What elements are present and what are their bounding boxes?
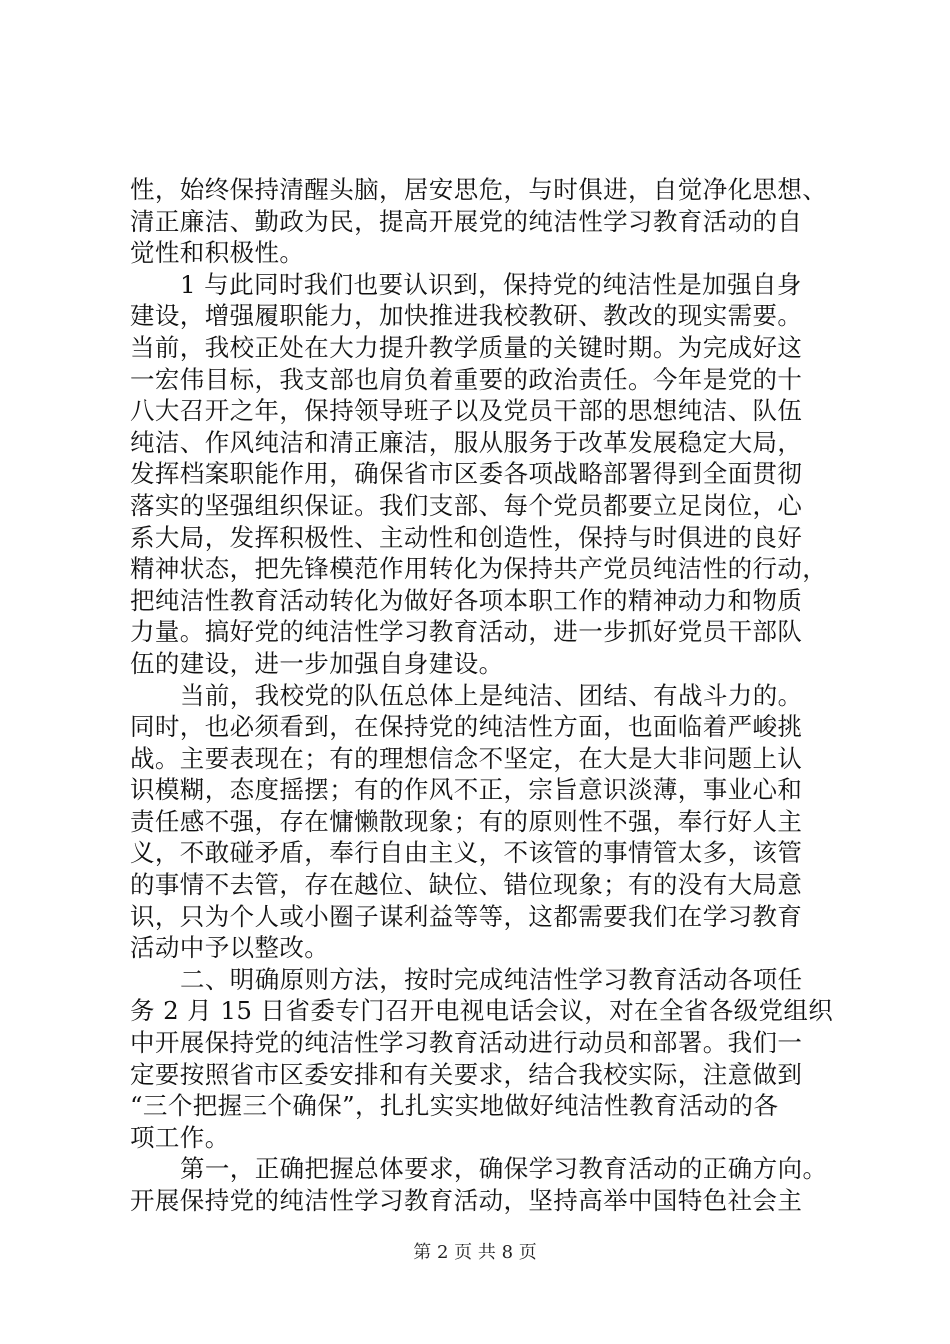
text-line: 力量。搞好党的纯洁性学习教育活动，进一步抓好党员干部队 (130, 617, 803, 647)
text-line: 责任感不强，存在慵懒散现象；有的原则性不强，奉行好人主 (130, 806, 803, 836)
text-line: 第一，正确把握总体要求，确保学习教育活动的正确方向。 (180, 1154, 828, 1184)
text-line: 的事情不去管，存在越位、缺位、错位现象；有的没有大局意 (130, 870, 803, 900)
text-line: 识模糊，态度摇摆；有的作风不正，宗旨意识淡薄，事业心和 (130, 775, 803, 805)
text-line: 落实的坚强组织保证。我们支部、每个党员都要立足岗位，心 (130, 490, 803, 520)
text-line: 活动中予以整改。 (130, 933, 330, 963)
page-footer: 第 2 页 共 8 页 (413, 1242, 537, 1263)
text-line: 八大召开之年，保持领导班子以及党员干部的思想纯洁、队伍 (130, 396, 803, 426)
text-line: 觉性和积极性。 (130, 238, 305, 268)
text-line: 二、明确原则方法，按时完成纯洁性学习教育活动各项任 (180, 964, 803, 994)
text-line: 发挥档案职能作用，确保省市区委各项战略部署得到全面贯彻 (130, 459, 803, 489)
text-line: 建设，增强履职能力，加快推进我校教研、教改的现实需要。 (130, 301, 803, 331)
document-body (130, 174, 834, 1217)
text-line: 一宏伟目标，我支部也肩负着重要的政治责任。今年是党的十 (130, 364, 803, 394)
text-line: 1 与此同时我们也要认识到，保持党的纯洁性是加强自身 (180, 269, 802, 299)
text-line: 性，始终保持清醒头脑，居安思危，与时俱进，自觉净化思想、 (130, 175, 828, 204)
text-line: 战。主要表现在；有的理想信念不坚定，在大是大非问题上认 (130, 743, 803, 773)
text-line: 开展保持党的纯洁性学习教育活动，坚持高举中国特色社会主 (130, 1186, 803, 1215)
text-line: 中开展保持党的纯洁性学习教育活动进行动员和部署。我们一 (130, 1028, 803, 1058)
text-line: 同时，也必须看到，在保持党的纯洁性方面，也面临着严峻挑 (130, 712, 803, 742)
text-line: 纯洁、作风纯洁和清正廉洁，服从服务于改革发展稳定大局， (130, 427, 803, 457)
text-line: 当前，我校党的队伍总体上是纯洁、团结、有战斗力的。 (180, 680, 803, 710)
text-line: 把纯洁性教育活动转化为做好各项本职工作的精神动力和物质 (130, 585, 803, 615)
text-line: “三个把握三个确保”，扎扎实实地做好纯洁性教育活动的各 (130, 1091, 779, 1121)
text-line: 务 2 月 15 日省委专门召开电视电话会议，对在全省各级党组织 (130, 996, 834, 1026)
text-line: 精神状态，把先锋模范作用转化为保持共产党员纯洁性的行动， (130, 554, 828, 584)
text-line: 定要按照省市区委安排和有关要求，结合我校实际，注意做到 (130, 1059, 803, 1089)
text-line: 项工作。 (130, 1122, 230, 1152)
text-line: 清正廉洁、勤政为民，提高开展党的纯洁性学习教育活动的自 (130, 206, 803, 236)
text-line: 义，不敢碰矛盾，奉行自由主义，不该管的事情管太多，该管 (130, 838, 803, 868)
text-line: 伍的建设，进一步加强自身建设。 (130, 648, 504, 678)
text-line: 当前，我校正处在大力提升教学质量的关键时期。为完成好这 (130, 332, 803, 362)
text-line: 识，只为个人或小圈子谋利益等等，这都需要我们在学习教育 (130, 901, 803, 931)
text-line: 系大局，发挥积极性、主动性和创造性，保持与时俱进的良好 (130, 522, 803, 552)
